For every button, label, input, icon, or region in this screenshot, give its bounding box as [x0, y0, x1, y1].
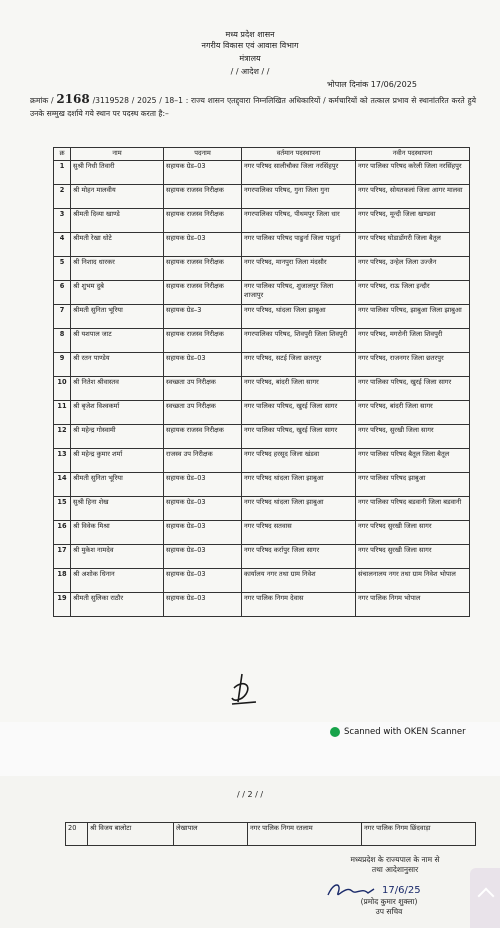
column-header-name: नाम [71, 148, 164, 161]
header-state: मध्य प्रदेश शासन [225, 30, 275, 39]
cell-name: श्री अशोक धिनान [71, 569, 164, 593]
table-row [54, 521, 470, 545]
cell-name: श्री यशपाल जाट [71, 329, 164, 353]
cell-designation: सहायक ग्रेड–03 [164, 521, 242, 545]
cell-name: श्री विवेक मिश्रा [71, 521, 164, 545]
cell-current-posting: नगरपालिका परिषद, शिवपुरी जिला शिवपुरी [242, 329, 356, 353]
cell-designation: सहायक ग्रेड–03 [164, 473, 242, 497]
cell-new-posting: नगर परिषद, उन्हेल जिला उज्जैन [356, 257, 470, 281]
cell-name: सुश्री निधी तिवारी [71, 161, 164, 185]
cell-name: श्री महेन्द्र कुमार शर्मा [71, 449, 164, 473]
cell-designation: सहायक राजस्व निरीक्षक [164, 281, 242, 305]
cell-current-posting: कार्यालय नगर तथा ग्राम निवेश [242, 569, 356, 593]
cell-current-posting: नगर परिषद कर्रापुर जिला सागर [242, 545, 356, 569]
table-row [54, 449, 470, 473]
cell-designation: सहायक ग्रेड–03 [164, 593, 242, 617]
table-row [54, 281, 470, 305]
table-header-row [54, 148, 470, 161]
cell-new-posting: नगर पालिका परिषद करेली जिला नरसिंहपुर [356, 161, 470, 185]
cell-new-posting: नगर परिषद, सोयतकलां जिला आगर मालवा [356, 185, 470, 209]
cell-current-posting: नगर परिषद हरसूद जिला खंडवा [242, 449, 356, 473]
cell-new-posting: नगर पालिका परिषद, खुरई जिला सागर [356, 377, 470, 401]
table-row [54, 497, 470, 521]
cell-new-posting: नगर परिषद, मगरोनी जिला शिवपुरी [356, 329, 470, 353]
cell-designation: सहायक राजस्व निरीक्षक [164, 185, 242, 209]
scanner-label: Scanned with OKEN Scanner [344, 727, 466, 737]
table-row [54, 425, 470, 449]
cell-name: श्रीमती रेखा धोटे [71, 233, 164, 257]
cell-name: श्री बृजेश विश्वकर्मा [71, 401, 164, 425]
cell-new-posting: नगर परिषद घोडाडोंगरी जिला बैतूल [356, 233, 470, 257]
cell-designation: राजस्व उप निरीक्षक [164, 449, 242, 473]
signature-mark [228, 672, 258, 708]
cell-designation: सहायक राजस्व निरीक्षक [164, 257, 242, 281]
cell-designation: सहायक ग्रेड–03 [164, 233, 242, 257]
cell-new-posting: नगर परिषद, मून्दी जिला खण्डवा [356, 209, 470, 233]
cell-designation: स्वच्छता उप निरीक्षक [164, 377, 242, 401]
table-row [54, 401, 470, 425]
cell-serial: 20 [66, 823, 88, 846]
order-paragraph [30, 93, 476, 120]
cell-new-posting: नगर परिषद, राजनगर जिला छतरपुर [356, 353, 470, 377]
cell-serial: 2 [54, 185, 71, 209]
cell-serial: 16 [54, 521, 71, 545]
cell-serial: 18 [54, 569, 71, 593]
cell-current-posting: नगर परिषद सालीचौका जिला नरसिंहपुर [242, 161, 356, 185]
cell-serial: 12 [54, 425, 71, 449]
column-header-current-posting: वर्तमान पदस्थापना [242, 148, 356, 161]
cell-current-posting: नगर परिषद, मानपुरा जिला मंदसौर [242, 257, 356, 281]
table-row [54, 305, 470, 329]
table-row [54, 257, 470, 281]
transfer-table-continued [65, 822, 476, 846]
scanner-logo-icon [330, 727, 340, 737]
transfer-table [53, 147, 470, 617]
cell-current-posting: नगर पालिका परिषद, खुरई जिला सागर [242, 425, 356, 449]
cell-name: श्री मोहन मालवीय [71, 185, 164, 209]
cell-name: सुश्री हिना शेख [71, 497, 164, 521]
cell-new-posting: नगर पालिका परिषद झाबुआ [356, 473, 470, 497]
cell-designation: सहायक राजस्व निरीक्षक [164, 425, 242, 449]
table-row [54, 545, 470, 569]
page-number: / / 2 / / [236, 790, 264, 799]
governor-line-2: तथा आदेशानुसार [371, 865, 419, 874]
signature-date: 17/6/25 [382, 885, 421, 896]
cell-serial: 3 [54, 209, 71, 233]
cell-current-posting: नगर परिषद सतवास [242, 521, 356, 545]
cell-current-posting: नगरपालिका परिषद, पीथमपुर जिला धार [242, 209, 356, 233]
cell-serial: 6 [54, 281, 71, 305]
cell-new-posting: नगर पालिका परिषद, झाबुआ जिला झाबुआ [356, 305, 470, 329]
cell-serial: 7 [54, 305, 71, 329]
cell-current-posting: नगर परिषद, थांदला जिला झाबुआ [242, 305, 356, 329]
cell-designation: सहायक ग्रेड–03 [164, 497, 242, 521]
cell-new-posting: नगर परिषद सुरखी जिला सागर [356, 521, 470, 545]
cell-name: श्रीमती सुलिका राठौर [71, 593, 164, 617]
cell-name: श्री विजय बालोटा [88, 823, 174, 846]
cell-name: श्री नितेश श्रीवास्तव [71, 377, 164, 401]
cell-current-posting: नगर परिषद, सटई जिला छतरपुर [242, 353, 356, 377]
order-date: भोपाल दिनांक 17/06/2025 [327, 80, 417, 89]
table-row [54, 233, 470, 257]
cell-new-posting: नगर परिषद सुरखी जिला सागर [356, 545, 470, 569]
cell-serial: 8 [54, 329, 71, 353]
table-row [54, 161, 470, 185]
cell-designation: सहायक राजस्व निरीक्षक [164, 209, 242, 233]
cell-current-posting: नगर पालिका परिषद, खुरई जिला सागर [242, 401, 356, 425]
cell-name: श्री शुभम दुबे [71, 281, 164, 305]
cell-new-posting: नगर परिषद, बांदरी जिला सागर [356, 401, 470, 425]
scroll-up-button[interactable] [470, 868, 500, 928]
cell-current-posting: नगरपालिका परिषद, गुना जिला गुना [242, 185, 356, 209]
table-row [54, 473, 470, 497]
table-row [54, 209, 470, 233]
cell-designation: सहायक ग्रेड–3 [164, 305, 242, 329]
cell-designation: सहायक ग्रेड–03 [164, 161, 242, 185]
officer-block [304, 897, 474, 917]
scanner-watermark [330, 727, 466, 737]
cell-designation: सहायक ग्रेड–03 [164, 569, 242, 593]
cell-designation: सहायक राजस्व निरीक्षक [164, 329, 242, 353]
order-number: 2168 [56, 92, 90, 106]
cell-current-posting: नगर परिषद, बांदरी जिला सागर [242, 377, 356, 401]
cell-current-posting: नगर पालिक निगम रतलाम [248, 823, 362, 846]
cell-designation: सहायक ग्रेड–03 [164, 353, 242, 377]
header-ministry: मंत्रालय [239, 54, 261, 63]
cell-current-posting: नगर परिषद थांदला जिला झाबुआ [242, 473, 356, 497]
table-row [54, 377, 470, 401]
cell-serial: 19 [54, 593, 71, 617]
cell-serial: 15 [54, 497, 71, 521]
governor-authority [310, 855, 480, 875]
cell-name: श्री मुकेश नामदेव [71, 545, 164, 569]
table-row [54, 185, 470, 209]
column-header-designation: पदनाम [164, 148, 242, 161]
cell-new-posting: संचालनालय नगर तथा ग्राम निवेश भोपाल [356, 569, 470, 593]
table-row [66, 823, 476, 846]
table-row [54, 593, 470, 617]
cell-serial: 4 [54, 233, 71, 257]
cell-new-posting: नगर पालिक निगम भोपाल [356, 593, 470, 617]
table-row [54, 329, 470, 353]
cell-serial: 1 [54, 161, 71, 185]
header-department: नगरीय विकास एवं आवास विभाग [201, 41, 299, 50]
table-row [54, 569, 470, 593]
cell-new-posting: नगर पालिका परिषद बडवानी जिला बडवानी [356, 497, 470, 521]
cell-name: श्रीमती सुनिता भूरिया [71, 305, 164, 329]
order-prefix: क्रमांक / [30, 96, 54, 105]
cell-serial: 10 [54, 377, 71, 401]
cell-serial: 14 [54, 473, 71, 497]
cell-name: श्रीमती दिव्या खाण्डे [71, 209, 164, 233]
cell-new-posting: नगर परिषद, सुरखी जिला सागर [356, 425, 470, 449]
cell-name: श्रीमती सुनिता भूरिया [71, 473, 164, 497]
column-header-serial: क्र [54, 148, 71, 161]
cell-designation: लेखापाल [174, 823, 248, 846]
cell-new-posting: नगर परिषद, राऊ जिला इन्दौर [356, 281, 470, 305]
cell-name: श्री निशाद धारकर [71, 257, 164, 281]
officer-name: (प्रमोद कुमार शुक्ला) [360, 897, 418, 906]
cell-serial: 13 [54, 449, 71, 473]
cell-name: श्री रतन पाण्डेय [71, 353, 164, 377]
cell-current-posting: नगर परिषद थांदला जिला झाबुआ [242, 497, 356, 521]
cell-serial: 11 [54, 401, 71, 425]
cell-designation: सहायक ग्रेड–03 [164, 545, 242, 569]
cell-current-posting: नगर पालिका परिषद पाढुर्ना जिला पाढुर्ना [242, 233, 356, 257]
cell-name: श्री महेन्द्र गोस्वामी [71, 425, 164, 449]
cell-new-posting: नगर पालिक निगम छिंदवाड़ा [362, 823, 476, 846]
table-row [54, 353, 470, 377]
cell-serial: 17 [54, 545, 71, 569]
header-order-title: / / आदेश / / [230, 67, 270, 76]
governor-line-1: मध्यप्रदेश के राज्यपाल के नाम से [350, 855, 440, 864]
order-text: /3119528 / 2025 / 18–1 : राज्य शासन एतद्द्वारा निम्नलिखित अधिकारियों / कर्मचारियों को तत्काल प्रभाव से स्थानांतरित करते हुये उनके सम्मुख दर्शाये गये स्थान पर पदस्थ करता है:– [30, 96, 477, 118]
officer-title: उप सचिव [375, 907, 403, 916]
cell-current-posting: नगर पालिका परिषद, शुजालपुर जिला शाजापुर [242, 281, 356, 305]
cell-serial: 9 [54, 353, 71, 377]
cell-current-posting: नगर पालिक निगम देवास [242, 593, 356, 617]
cell-new-posting: नगर पालिका परिषद बैतूल जिला बैतूल [356, 449, 470, 473]
cell-designation: स्वच्छता उप निरीक्षक [164, 401, 242, 425]
cell-serial: 5 [54, 257, 71, 281]
column-header-new-posting: नवीन पदस्थापना [356, 148, 470, 161]
